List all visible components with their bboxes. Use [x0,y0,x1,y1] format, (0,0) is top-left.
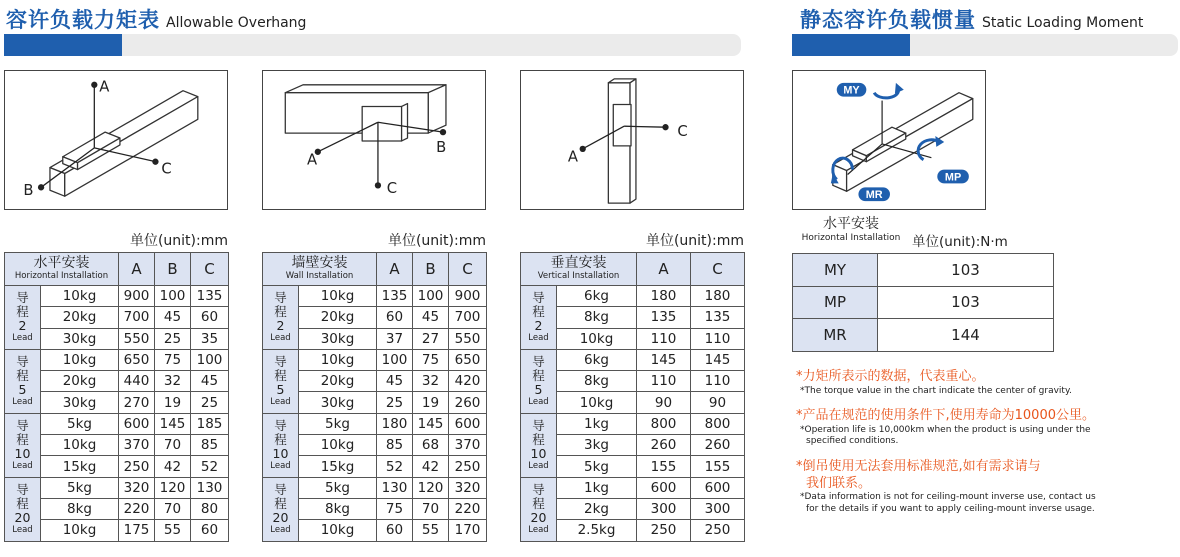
allowable-overhang-header [6,4,306,34]
lead-cell: 导 程 10 Lead [263,413,299,477]
moment-label-my: MY [843,84,860,97]
table-row: 导 程 5 Lead 10kg 100 75 650 [263,349,487,370]
lead-cell: 导 程 5 Lead [5,349,41,413]
moment-diagram [792,70,986,210]
moment-title: 水平安装 Horizontal Installation [801,216,901,243]
lead-cell: 导 程 20 Lead [5,477,41,541]
col-header-b: B [155,253,191,286]
table-row: MP 103 [793,286,1054,319]
note-en-3a: *Data information is not for ceiling-mount inverse use, contact us [800,492,1096,502]
table-row: 5kg 155 155 [521,456,745,477]
unit-label: 单位(unit):mm [387,233,486,249]
col-header-a: A [119,253,155,286]
table-row: 8kg 110 110 [521,371,745,392]
lead-cell: 导 程 5 Lead [521,349,557,413]
section-bar-right [792,34,1178,56]
section-title-en: Static Loading Moment [982,15,1144,31]
table-row: 导 程 10 Lead 1kg 800 800 [521,413,745,434]
table-row: 10kg 110 110 [521,328,745,349]
lead-cell: 导 程 2 Lead [5,286,41,350]
note-en-2a: *Operation life is 10,000km when the product is using under the [800,425,1091,435]
table-row: 10kg 60 55 170 [263,520,487,541]
col-header-b: B [413,253,449,286]
section-title-cn: 静态容许负载惯量 [800,8,976,32]
table-row: 30kg 37 27 550 [263,328,487,349]
note-cn-1: *力矩所表示的数据，代表重心。 [796,369,985,384]
col-header-c: C [191,253,229,286]
horizontal-diagram [4,70,228,210]
table-row: 导 程 2 Lead 10kg 135 100 900 [263,286,487,307]
col-header-c: C [449,253,487,286]
note-cn-2: *产品在规范的使用条件下,使用寿命为10000公里。 [796,408,1095,423]
lead-cell: 导 程 2 Lead [263,286,299,350]
vertical-table [520,252,745,542]
table-title: 垂直安装 Vertical Installation [521,253,637,286]
col-header-a: A [377,253,413,286]
note-cn-3b: 我们联系。 [806,476,872,491]
horizontal-table [4,252,229,542]
diagram-label-b: B [436,138,447,156]
col-header-c: C [691,253,745,286]
table-row: 导 程 2 Lead 6kg 180 180 [521,286,745,307]
wall-diagram [262,70,486,210]
note-en-2b: specified conditions. [806,436,899,446]
diagram-label-c: C [677,123,688,141]
table-row: 20kg 45 32 420 [263,371,487,392]
moment-table [792,253,1054,352]
table-row: 2kg 300 300 [521,498,745,519]
table-row: MR 144 [793,319,1054,352]
lead-cell: 导 程 20 Lead [263,477,299,541]
note-en-1: *The torque value in the chart indicate the center of gravity. [800,386,1072,396]
table-row: 导 程 10 Lead 5kg 600 145 185 [5,413,229,434]
diagram-label-a: A [99,78,110,96]
diagram-label-c: C [161,160,172,178]
table-row: 15kg 250 42 52 [5,456,229,477]
table-row: 2.5kg 250 250 [521,520,745,541]
wall-table [262,252,487,542]
lead-cell: 导 程 10 Lead [5,413,41,477]
table-title: 墙壁安装 Wall Installation [263,253,377,286]
table-row: 8kg 135 135 [521,307,745,328]
unit-label: 单位(unit):mm [645,233,744,249]
table-row: 15kg 52 42 250 [263,456,487,477]
section-title-cn: 容许负载力矩表 [6,8,160,32]
table-row: 导 程 2 Lead 10kg 900 100 135 [5,286,229,307]
table-row: 20kg 700 45 60 [5,307,229,328]
vertical-diagram [520,70,744,210]
static-moment-header [800,4,1143,34]
diagram-label-a: A [567,148,579,166]
table-row: 导 程 20 Lead 5kg 320 120 130 [5,477,229,498]
table-row: 导 程 5 Lead 6kg 145 145 [521,349,745,370]
table-row: 30kg 25 19 260 [263,392,487,413]
note-cn-3a: *倒吊使用无法套用标准规范,如有需求请与 [796,459,1041,474]
lead-cell: 导 程 10 Lead [521,413,557,477]
diagram-label-c: C [386,180,398,198]
lead-cell: 导 程 2 Lead [521,286,557,350]
moment-label-mr: MR [865,189,883,202]
table-row: 导 程 20 Lead 1kg 600 600 [521,477,745,498]
table-row: 导 程 10 Lead 5kg 180 145 600 [263,413,487,434]
table-row: 30kg 270 19 25 [5,392,229,413]
table-row: 20kg 440 32 45 [5,371,229,392]
table-row: MY 103 [793,254,1054,287]
lead-cell: 导 程 20 Lead [521,477,557,541]
col-header-a: A [637,253,691,286]
table-row: 20kg 60 45 700 [263,307,487,328]
diagram-label-b: B [23,182,34,200]
table-row: 30kg 550 25 35 [5,328,229,349]
table-row: 10kg 175 55 60 [5,520,229,541]
diagram-label-a: A [306,151,318,169]
moment-label-mp: MP [944,171,962,184]
moment-unit-label: 单位(unit):N·m [912,234,1008,250]
section-bar-left [4,34,741,56]
unit-label: 单位(unit):mm [129,233,228,249]
table-row: 10kg 90 90 [521,392,745,413]
table-row: 8kg 75 70 220 [263,498,487,519]
table-row: 10kg 85 68 370 [263,435,487,456]
table-title: 水平安装 Horizontal Installation [5,253,119,286]
table-row: 3kg 260 260 [521,435,745,456]
section-title-en: Allowable Overhang [166,15,307,31]
table-row: 导 程 5 Lead 10kg 650 75 100 [5,349,229,370]
table-row: 8kg 220 70 80 [5,498,229,519]
table-row: 导 程 20 Lead 5kg 130 120 320 [263,477,487,498]
lead-cell: 导 程 5 Lead [263,349,299,413]
note-en-3b: for the details if you want to apply ceiling-mount inverse usage. [806,504,1095,514]
table-row: 10kg 370 70 85 [5,435,229,456]
